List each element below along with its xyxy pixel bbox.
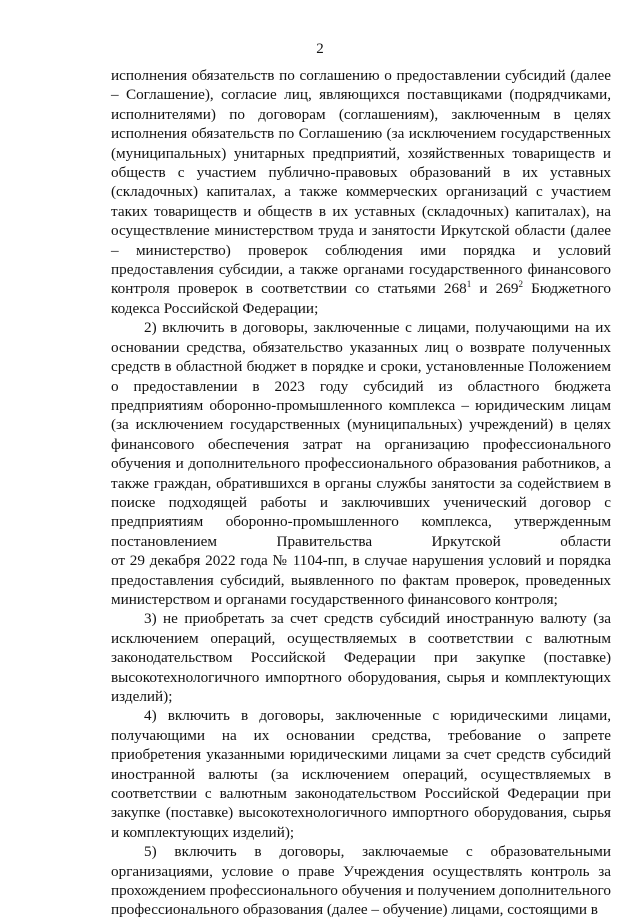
- paragraph-5: 5) включить в договоры, заключаемые с образовательными организациями, условие о праве Учреждения осуществлять контроль за прохождением профессионального обучения и получением дополнительного профессионального образования (далее – обучение) лицами, состоящими в: [111, 843, 611, 919]
- paragraph-4: 4) включить в договоры, заключенные с юридическими лицами, получающими на их основании средства, требование о запрете приобретения указанными юридическими лицами за счет средств субсидий иностранной валюты (за исключением операций, осуществляемых в соответствии с валютным законодательством Российской Федерации при закупке (поставке) высокотехнологичного импортного оборудования, сырья и комплектующих изделий);: [111, 707, 611, 841]
- paragraph-1-end: Бюджетного кодекса Российской Федерации;: [111, 280, 611, 317]
- paragraph-1-text: исполнения обязательств по соглашению о предоставлении субсидий (далее – Соглашение), согласие лиц, являющихся поставщиками (подрядчиками, исполнителями) по договорам (соглашениям), заключенным в целях исполнения обязательств по Соглашению (за исключением государственных (муниципальных) унитарных предприятий, хозяйственных товариществ и обществ с участием публично-правовых образований в их уставных (складочных) капиталах, а также коммерческих организаций с участием таких товариществ и обществ в их уставных (складочных) капиталах), на осуществление министерством труда и занятости Иркутской области (далее – министерство) проверок соблюдения ими порядка и условий предоставления субсидии, а также органами государственного финансового контроля проверок в соответствии со статьями 268: [111, 67, 611, 298]
- footnote-superscript-2: 2: [518, 279, 523, 290]
- page-number: 2: [316, 41, 324, 57]
- paragraph-1: [111, 66, 611, 318]
- document-body: [111, 66, 611, 920]
- paragraph-2-continuation: от 29 декабря 2022 года № 1104-пп, в случае нарушения условий и порядка предоставления субсидий, выявленного по фактам проверок, проведенных министерством и органами государственного финансового контроля;: [111, 552, 611, 608]
- paragraph-3: 3) не приобретать за счет средств субсидий иностранную валюту (за исключением операций, осуществляемых в соответствии с валютным законодательством Российской Федерации при закупке (поставке) высокотехнологичного импортного оборудования, сырья и комплектующих изделий);: [111, 610, 611, 705]
- paragraph-2: 2) включить в договоры, заключенные с лицами, получающими на их основании средства, обязательство указанных лиц о возврате полученных средств в областной бюджет в порядке и сроки, установленные Положением о предоставлении в 2023 году субсидий из областного бюджета предприятиям оборонно-промышленного комплекса – юридическим лицам (за исключением государственных (муниципальных) учреждений) в целях финансового обеспечения затрат на организацию профессионального обучения и дополнительного профессионального образования работников, а также граждан, обратившихся в органы службы занятости за содействием в поиске подходящей работы и заключивших ученический договор с предприятиям оборонно-промышленного комплекса, утвержденным постановлением Правительства Иркутской области: [111, 319, 611, 550]
- footnote-superscript-1: 1: [466, 279, 472, 290]
- paragraph-1-mid: и 269: [471, 280, 519, 298]
